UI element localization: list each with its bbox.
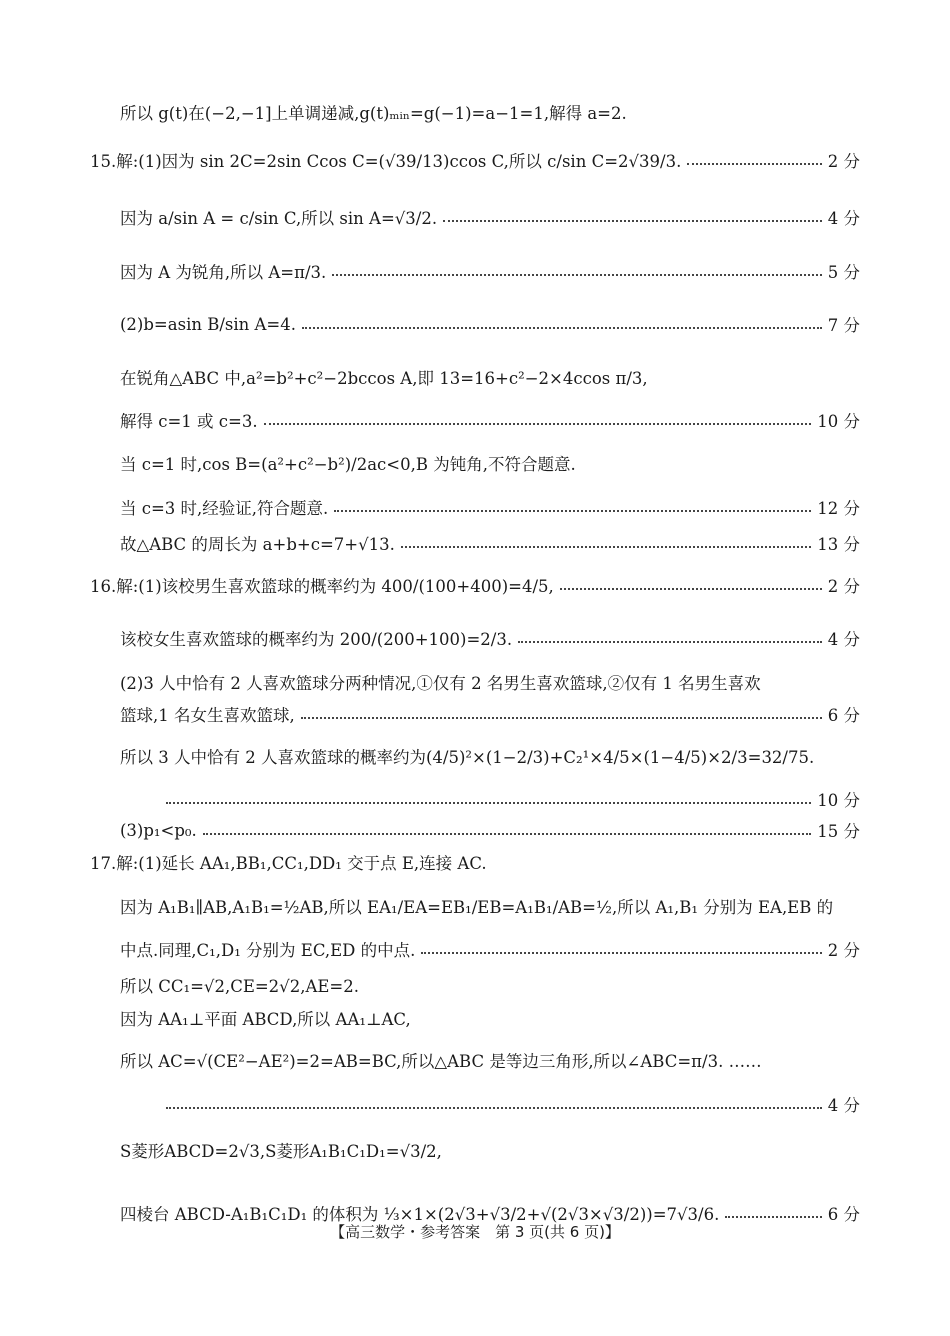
score-label: 6 分 (827, 706, 860, 725)
solution-line: 所以 3 人中恰有 2 人喜欢篮球的概率约为(4/5)²×(1−2/3)+C₂¹×4/5×(1−4/5)×2/3=32/75. (120, 748, 815, 767)
solution-line: 该校女生喜欢篮球的概率约为 200/(200+100)=2/3. 4 分 (0, 618, 950, 658)
score-label: 6 分 (827, 1205, 860, 1224)
solution-line: 所以 CC₁=√2,CE=2√2,AE=2. (120, 977, 359, 996)
solution-line: (2)3 人中恰有 2 人喜欢篮球分两种情况,①仅有 2 名男生喜欢篮球,②仅有 1 名男生喜欢 (120, 674, 761, 693)
dot-leader (203, 819, 811, 835)
dot-leader (301, 703, 822, 719)
dot-leader (725, 1202, 821, 1218)
solution-line: 解得 c=1 或 c=3. 10 分 (0, 400, 950, 440)
score-label: 10 分 (817, 412, 860, 431)
dot-leader (560, 574, 822, 590)
solution-line: 故△ABC 的周长为 a+b+c=7+√13. 13 分 (0, 523, 950, 563)
solution-line: S菱形ABCD=2√3,S菱形A₁B₁C₁D₁=√3/2, (120, 1142, 442, 1161)
dot-leader (687, 149, 821, 165)
solution-line: 15.解:(1)因为 sin 2C=2sin Ccos C=(√39/13)ccos C,所以 c/sin C=2√39/3. 2 分 (0, 140, 950, 180)
score-label: 4 分 (827, 1096, 860, 1115)
dot-leader (421, 938, 821, 954)
solution-line: 中点.同理,C₁,D₁ 分别为 EC,ED 的中点. 2 分 (0, 929, 950, 969)
solution-line: 在锐角△ABC 中,a²=b²+c²−2bccos A,即 13=16+c²−2×4ccos π/3, (120, 369, 648, 388)
solution-line: 因为 A 为锐角,所以 A=π/3. 5 分 (0, 251, 950, 291)
score-label: 12 分 (817, 499, 860, 518)
dot-leader (332, 260, 821, 276)
score-label: 13 分 (817, 535, 860, 554)
score-label: 2 分 (827, 577, 860, 596)
score-label: 2 分 (827, 941, 860, 960)
score-label: 15 分 (817, 822, 860, 841)
solution-line: 当 c=1 时,cos B=(a²+c²−b²)/2ac<0,B 为钝角,不符合题意. (120, 455, 576, 474)
dot-leader (443, 206, 822, 222)
score-label: 4 分 (827, 209, 860, 228)
page-footer: 【高三数学・参考答案 第 3 页(共 6 页)】 (330, 1223, 620, 1241)
dot-leader (401, 532, 811, 548)
score-label: 5 分 (827, 263, 860, 282)
solution-line: 16.解:(1)该校男生喜欢篮球的概率约为 400/(100+400)=4/5, 2 分 (0, 565, 950, 605)
solution-line: 四棱台 ABCD-A₁B₁C₁D₁ 的体积为 ⅓×1×(2√3+√3/2+√(2√3×√3/2))=7√3/6. 6 分 (0, 1193, 950, 1233)
solution-line: 当 c=3 时,经验证,符合题意. 12 分 (0, 487, 950, 527)
score-label: 4 分 (827, 630, 860, 649)
dot-leader (166, 1093, 822, 1109)
score-label: 2 分 (827, 152, 860, 171)
dot-leader (334, 496, 811, 512)
solution-line: 17.解:(1)延长 AA₁,BB₁,CC₁,DD₁ 交于点 E,连接 AC. (90, 854, 487, 873)
solution-line: (2)b=asin B/sin A=4. 7 分 (0, 304, 950, 344)
solution-line: (3)p₁<p₀. 15 分 (0, 810, 950, 850)
solution-line: 因为 A₁B₁∥AB,A₁B₁=½AB,所以 EA₁/EA=EB₁/EB=A₁B₁/AB=½,所以 A₁,B₁ 分别为 EA,EB 的 (120, 898, 834, 917)
score-label: 10 分 (817, 791, 860, 810)
solution-line: 所以 AC=√(CE²−AE²)=2=AB=BC,所以△ABC 是等边三角形,所以∠ABC=π/3. …… (120, 1052, 762, 1071)
solution-line (0, 1084, 950, 1124)
solution-line: 篮球,1 名女生喜欢篮球, 6 分 (0, 694, 950, 734)
solution-line: 因为 AA₁⊥平面 ABCD,所以 AA₁⊥AC, (120, 1010, 411, 1029)
score-label: 7 分 (827, 316, 860, 335)
dot-leader (302, 313, 822, 329)
solution-line: 所以 g(t)在(−2,−1]上单调递减,g(t)ₘᵢₙ=g(−1)=a−1=1,解得 a=2. (120, 104, 627, 123)
dot-leader (518, 627, 822, 643)
dot-leader (264, 409, 812, 425)
solution-line: 因为 a/sin A = c/sin C,所以 sin A=√3/2. 4 分 (0, 197, 950, 237)
dot-leader (166, 788, 811, 804)
